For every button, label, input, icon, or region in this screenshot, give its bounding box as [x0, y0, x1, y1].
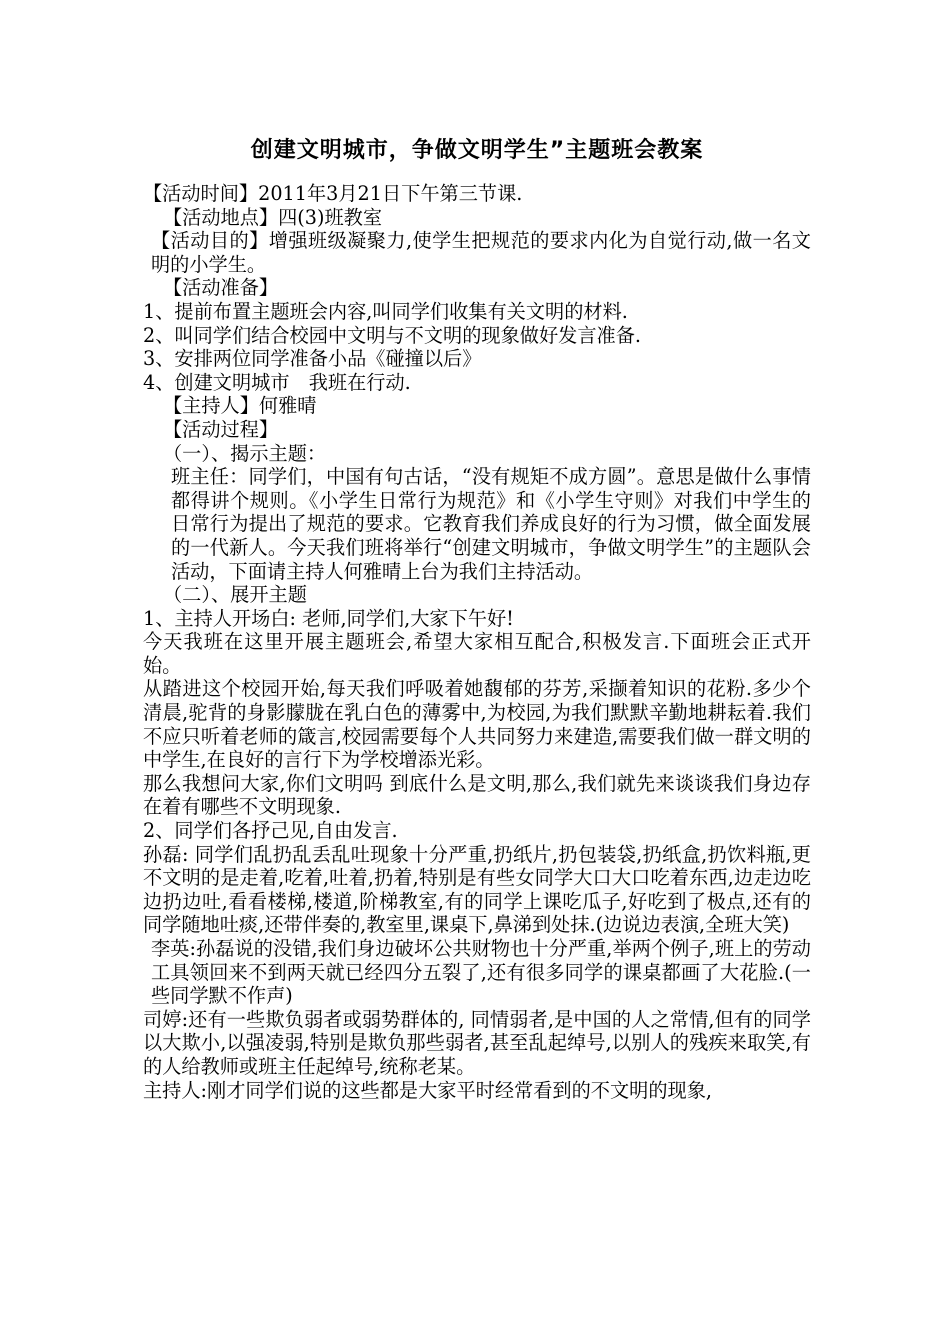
document-body [143, 182, 811, 1102]
document-page [143, 128, 811, 1102]
paragraph: 【活动准备】 [163, 276, 279, 300]
paragraph: 李英:孙磊说的没错,我们身边破坏公共财物也十分严重,举两个例子,班上的劳动工具领回来不到两天就已经四分五裂了,还有很多同学的课桌都画了大花脸.(一些同学默不作声) [151, 937, 811, 1008]
paragraph: 从踏进这个校园开始,每天我们呼吸着她馥郁的芬芳,采撷着知识的花粉.多少个清晨,驼背的身影朦胧在乳白色的薄雾中,为校园,为我们默默辛勤地耕耘着.我们不应只听着老师的箴言,校园需要每个人共同努力来建造,需要我们做一群文明的中学生,在良好的言行下为学校增添光彩。 [143, 677, 811, 772]
paragraph: （二）、展开主题 [163, 583, 307, 607]
paragraph: 1、提前布置主题班会内容,叫同学们收集有关文明的材料. [143, 299, 628, 323]
paragraph: 1、主持人开场白: 老师,同学们,大家下午好! [143, 606, 514, 630]
paragraph: 那么我想问大家,你们文明吗 到底什么是文明,那么,我们就先来谈谈我们身边存在着有哪些不文明现象. [143, 771, 811, 819]
paragraph: 2、叫同学们结合校园中文明与不文明的现象做好发言准备. [143, 323, 641, 347]
paragraph: 【活动时间】2011年3月21日下午第三节课. [143, 182, 523, 205]
paragraph: （一）、揭示主题： [163, 441, 327, 465]
paragraph: 主持人:刚才同学们说的这些都是大家平时经常看到的不文明的现象, [143, 1078, 712, 1102]
paragraph: 4、创建文明城市 我班在行动. [143, 370, 411, 394]
paragraph: 孙磊: 同学们乱扔乱丢乱吐现象十分严重,扔纸片,扔包装袋,扔纸盒,扔饮料瓶,更不文明的是走着,吃着,吐着,扔着,特别是有些女同学大口大口吃着东西,边走边吃边扔边吐,看看楼梯,楼道,阶梯教室,有的同学上课吃瓜子,好吃到了极点,还有的同学随地吐痰,还带伴奏的,教室里,课桌下,鼻涕到处抹.(边说边表演,全班大笑) [143, 842, 811, 937]
paragraph: 【活动过程】 [163, 417, 279, 441]
paragraph: 班主任：同学们，中国有句古话，“没有规矩不成方圆”。意思是做什么事情都得讲个规则。《小学生日常行为规范》和《小学生守则》对我们中学生的日常行为提出了规范的要求。它教育我们养成良好的行为习惯，做全面发展的一代新人。今天我们班将举行“创建文明城市，争做文明学生”的主题队会活动，下面请主持人何雅晴上台为我们主持活动。 [171, 465, 811, 583]
paragraph: 司婷:还有一些欺负弱者或弱势群体的, 同情弱者,是中国的人之常情,但有的同学以大欺小,以强凌弱,特别是欺负那些弱者,甚至乱起绰号,以别人的残疾来取笑,有的人给教师或班主任起绰号,统称老某。 [143, 1007, 811, 1078]
document-title: 创建文明城市，争做文明学生”主题班会教案 [250, 138, 704, 163]
paragraph: 【活动目的】增强班级凝聚力,使学生把规范的要求内化为自觉行动,做一名文明的小学生。 [151, 229, 811, 276]
paragraph: 2、同学们各抒己见,自由发言. [143, 819, 398, 843]
paragraph: 3、安排两位同学准备小品《碰撞以后》 [143, 347, 482, 371]
paragraph: 【主持人】何雅晴 [163, 394, 317, 418]
paragraph: 今天我班在这里开展主题班会,希望大家相互配合,积极发言.下面班会正式开始。 [143, 630, 811, 677]
paragraph: 【活动地点】四(3)班教室 [163, 205, 383, 229]
